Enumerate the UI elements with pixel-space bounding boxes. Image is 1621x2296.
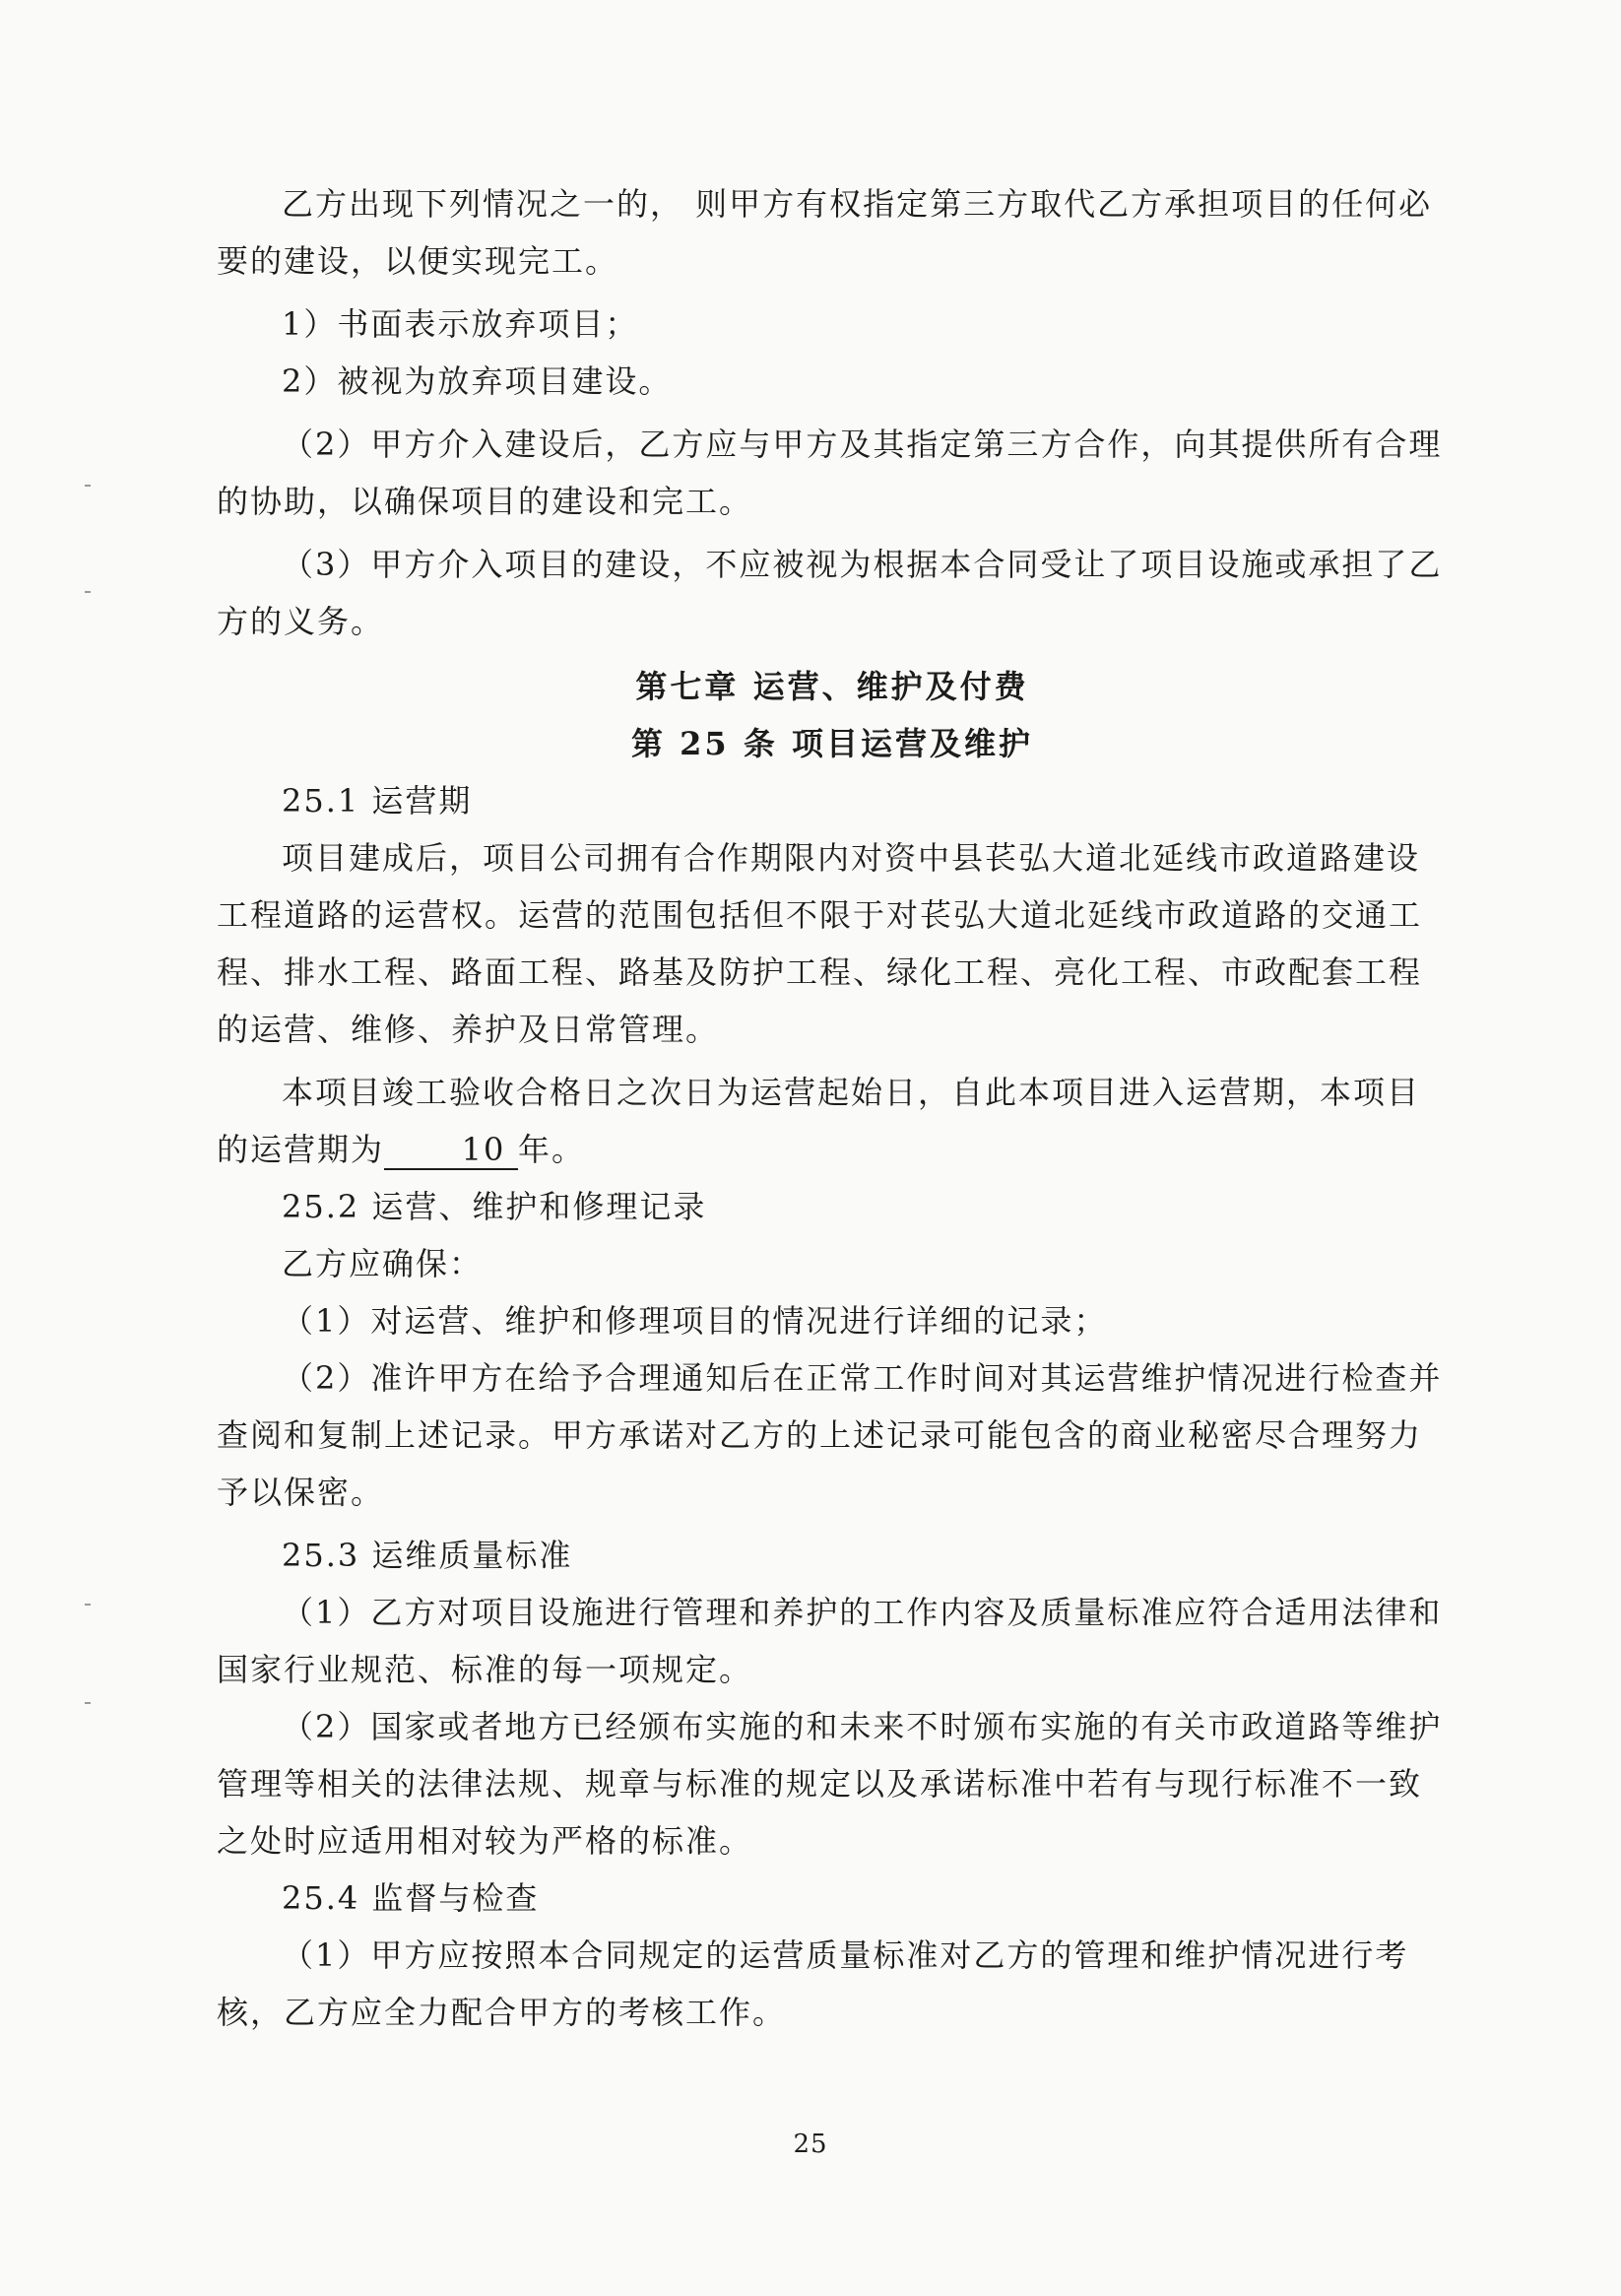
section-title: 25.3 运维质量标准 [282, 1537, 573, 1574]
paragraph-text: 年。 [518, 1131, 586, 1168]
scan-mark [85, 1702, 91, 1704]
operation-period-field: 10 [384, 1131, 518, 1170]
chapter-heading: 第七章 运营、维护及付费 [635, 668, 1029, 705]
page-number: 25 [793, 2130, 828, 2159]
paragraph: 项目建成后，项目公司拥有合作期限内对资中县苌弘大道北延线市政道路建设工程道路的运营权。运营的范围包括但不限于对苌弘大道北延线市政道路的交通工程、排水工程、路面工程、路基及防护工程、绿化工程、亮化工程、市政配套工程的运营、维修、养护及日常管理。 [217, 839, 1423, 1048]
article-heading: 第 25 条 项目运营及维护 [631, 725, 1033, 762]
list-item: 1）书面表示放弃项目； [282, 305, 639, 343]
list-item: 2）被视为放弃项目建设。 [282, 362, 673, 400]
paragraph: （2）甲方介入建设后，乙方应与甲方及其指定第三方合作，向其提供所有合理的协助，以确保项目的建设和完工。 [217, 426, 1443, 520]
paragraph [217, 1064, 1448, 1178]
paragraph: 乙方应确保： [282, 1245, 484, 1282]
list-item: （1）对运营、维护和修理项目的情况进行详细的记录； [282, 1302, 1108, 1340]
paragraph: 乙方出现下列情况之一的， 则甲方有权指定第三方取代乙方承担项目的任何必要的建设，以便实现完工。 [217, 185, 1433, 280]
section-title: 25.4 监督与检查 [282, 1879, 540, 1917]
section-title: 25.1 运营期 [282, 782, 473, 820]
paragraph: （3）甲方介入项目的建设，不应被视为根据本合同受让了项目设施或承担了乙方的义务。 [217, 546, 1443, 640]
scan-mark [85, 485, 91, 487]
list-item: （1）乙方对项目设施进行管理和养护的工作内容及质量标准应符合适用法律和国家行业规范、标准的每一项规定。 [217, 1594, 1443, 1688]
list-item: （2）国家或者地方已经颁布实施的和未来不时颁布实施的有关市政道路等维护管理等相关的法律法规、规章与标准的规定以及承诺标准中若有与现行标准不一致之处时应适用相对较为严格的标准。 [217, 1708, 1443, 1860]
scan-mark [85, 591, 91, 593]
scan-mark [85, 1604, 91, 1606]
list-item: （1）甲方应按照本合同规定的运营质量标准对乙方的管理和维护情况进行考核，乙方应全力配合甲方的考核工作。 [217, 1936, 1409, 2031]
section-title: 25.2 运营、维护和修理记录 [282, 1188, 707, 1225]
list-item: （2）准许甲方在给予合理通知后在正常工作时间对其运营维护情况进行检查并查阅和复制上述记录。甲方承诺对乙方的上述记录可能包含的商业秘密尽合理努力予以保密。 [217, 1359, 1443, 1511]
paragraph-text: 本项目竣工验收合格日之次日为运营起始日，自此本项目进入运营期，本项目的运营期为 [217, 1074, 1421, 1168]
document-body [217, 175, 1448, 2041]
